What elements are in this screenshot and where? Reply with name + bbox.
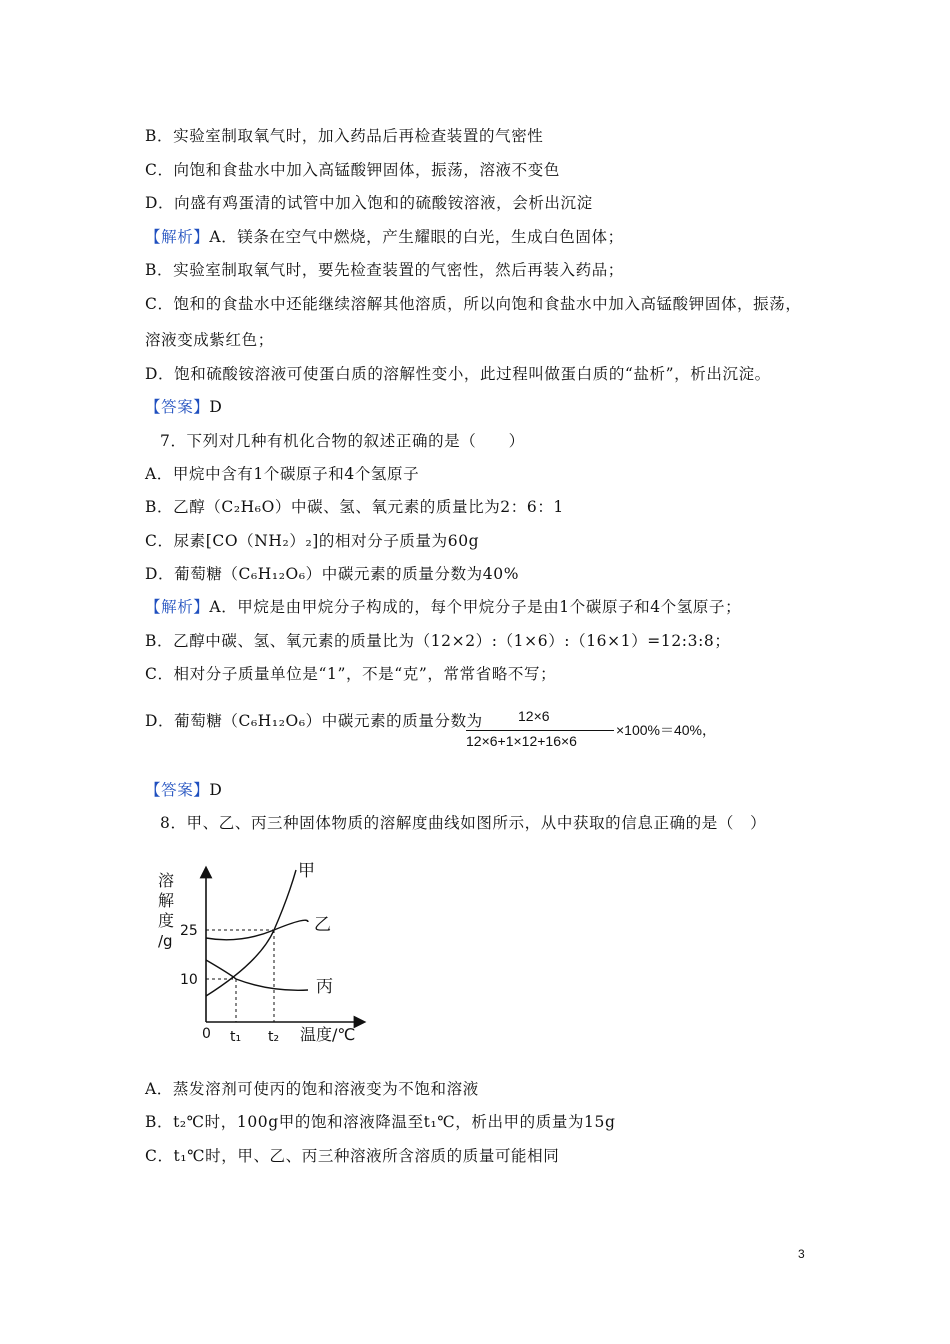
ylabel-4: /g	[158, 932, 173, 950]
analysis-text: A．镁条在空气中燃烧，产生耀眼的白光，生成白色固体；	[209, 228, 624, 246]
answer-value: D	[209, 781, 223, 799]
solubility-chart	[150, 852, 390, 1052]
fraction-bar	[466, 730, 614, 731]
y-tick-25: 25	[180, 923, 198, 939]
label-yi: 乙	[314, 915, 331, 935]
q7-option-c: C．尿素[CO（NH₂）₂]的相对分子质量为60g	[145, 532, 480, 550]
ylabel-1: 溶	[158, 871, 175, 890]
q7-analysis-c: C．相对分子质量单位是“1”，不是“克”，常常省略不写；	[145, 665, 557, 683]
q7-answer-line	[145, 780, 222, 800]
ylabel-2: 解	[158, 891, 175, 910]
answer-line	[145, 397, 222, 417]
fraction-result: ×100%＝40%，	[616, 722, 717, 738]
analysis-text: A．甲烷是由甲烷分子构成的，每个甲烷分子是由1个碳原子和4个氢原子；	[209, 598, 742, 616]
option-b-text: B．实验室制取氧气时，加入药品后再检查装置的气密性	[145, 127, 544, 145]
fraction-numerator: 12×6	[518, 708, 550, 724]
analysis-b: B．实验室制取氧气时，要先检查装置的气密性，然后再装入药品；	[145, 261, 624, 279]
label-bing: 丙	[316, 977, 333, 997]
y-tick-10: 10	[180, 972, 198, 988]
q7-analysis-line	[145, 597, 741, 617]
option-c-text: C．向饱和食盐水中加入高锰酸钾固体，振荡，溶液不变色	[145, 161, 560, 179]
analysis-d: D．饱和硫酸铵溶液可使蛋白质的溶解性变小，此过程叫做蛋白质的“盐析”，析出沉淀。	[145, 365, 771, 383]
fraction-denominator: 12×6+1×12+16×6	[466, 733, 577, 749]
analysis-c: C．饱和的食盐水中还能继续溶解其他溶质，所以向饱和食盐水中加入高锰酸钾固体，振荡，	[145, 295, 802, 313]
analysis-tag: 【解析】	[145, 598, 210, 616]
q8-option-b: B．t₂℃时，100g甲的饱和溶液降温至t₁℃，析出甲的质量为15g	[145, 1113, 616, 1131]
curve-jia	[206, 870, 296, 996]
question-8: 8．甲、乙、丙三种固体物质的溶解度曲线如图所示，从中获取的信息正确的是（ ）	[160, 814, 767, 832]
analysis-tag: 【解析】	[145, 228, 210, 246]
xlabel: 温度/℃	[300, 1025, 356, 1044]
x-tick-t2: t₂	[268, 1029, 280, 1045]
q7-option-b: B．乙醇（C₂H₆O）中碳、氢、氧元素的质量比为2：6：1	[145, 498, 564, 516]
answer-tag: 【答案】	[145, 398, 210, 416]
q7-analysis-d: D．葡萄糖（C₆H₁₂O₆）中碳元素的质量分数为	[145, 712, 483, 730]
answer-tag: 【答案】	[145, 781, 210, 799]
ylabel-3: 度	[158, 911, 175, 930]
q8-option-c: C．t₁℃时，甲、乙、丙三种溶液所含溶质的质量可能相同	[145, 1147, 560, 1165]
q7-option-d: D．葡萄糖（C₆H₁₂O₆）中碳元素的质量分数为40%	[145, 565, 520, 583]
page-number: 3	[798, 1247, 805, 1261]
question-7: 7．下列对几种有机化合物的叙述正确的是（ ）	[160, 432, 525, 450]
q7-option-a: A．甲烷中含有1个碳原子和4个氢原子	[145, 465, 420, 483]
q7-analysis-b: B．乙醇中碳、氢、氧元素的质量比为（12×2）:（1×6）:（16×1）=12:3:8；	[145, 632, 731, 650]
x-tick-t1: t₁	[230, 1029, 242, 1045]
analysis-c-cont: 溶液变成紫红色；	[145, 331, 274, 349]
q8-option-a: A．蒸发溶剂可使丙的饱和溶液变为不饱和溶液	[145, 1080, 479, 1098]
answer-value: D	[209, 398, 223, 416]
option-d-text: D．向盛有鸡蛋清的试管中加入饱和的硫酸铵溶液，会析出沉淀	[145, 194, 593, 212]
origin-label: 0	[202, 1026, 211, 1042]
label-jia: 甲	[298, 861, 315, 881]
analysis-line	[145, 227, 624, 247]
